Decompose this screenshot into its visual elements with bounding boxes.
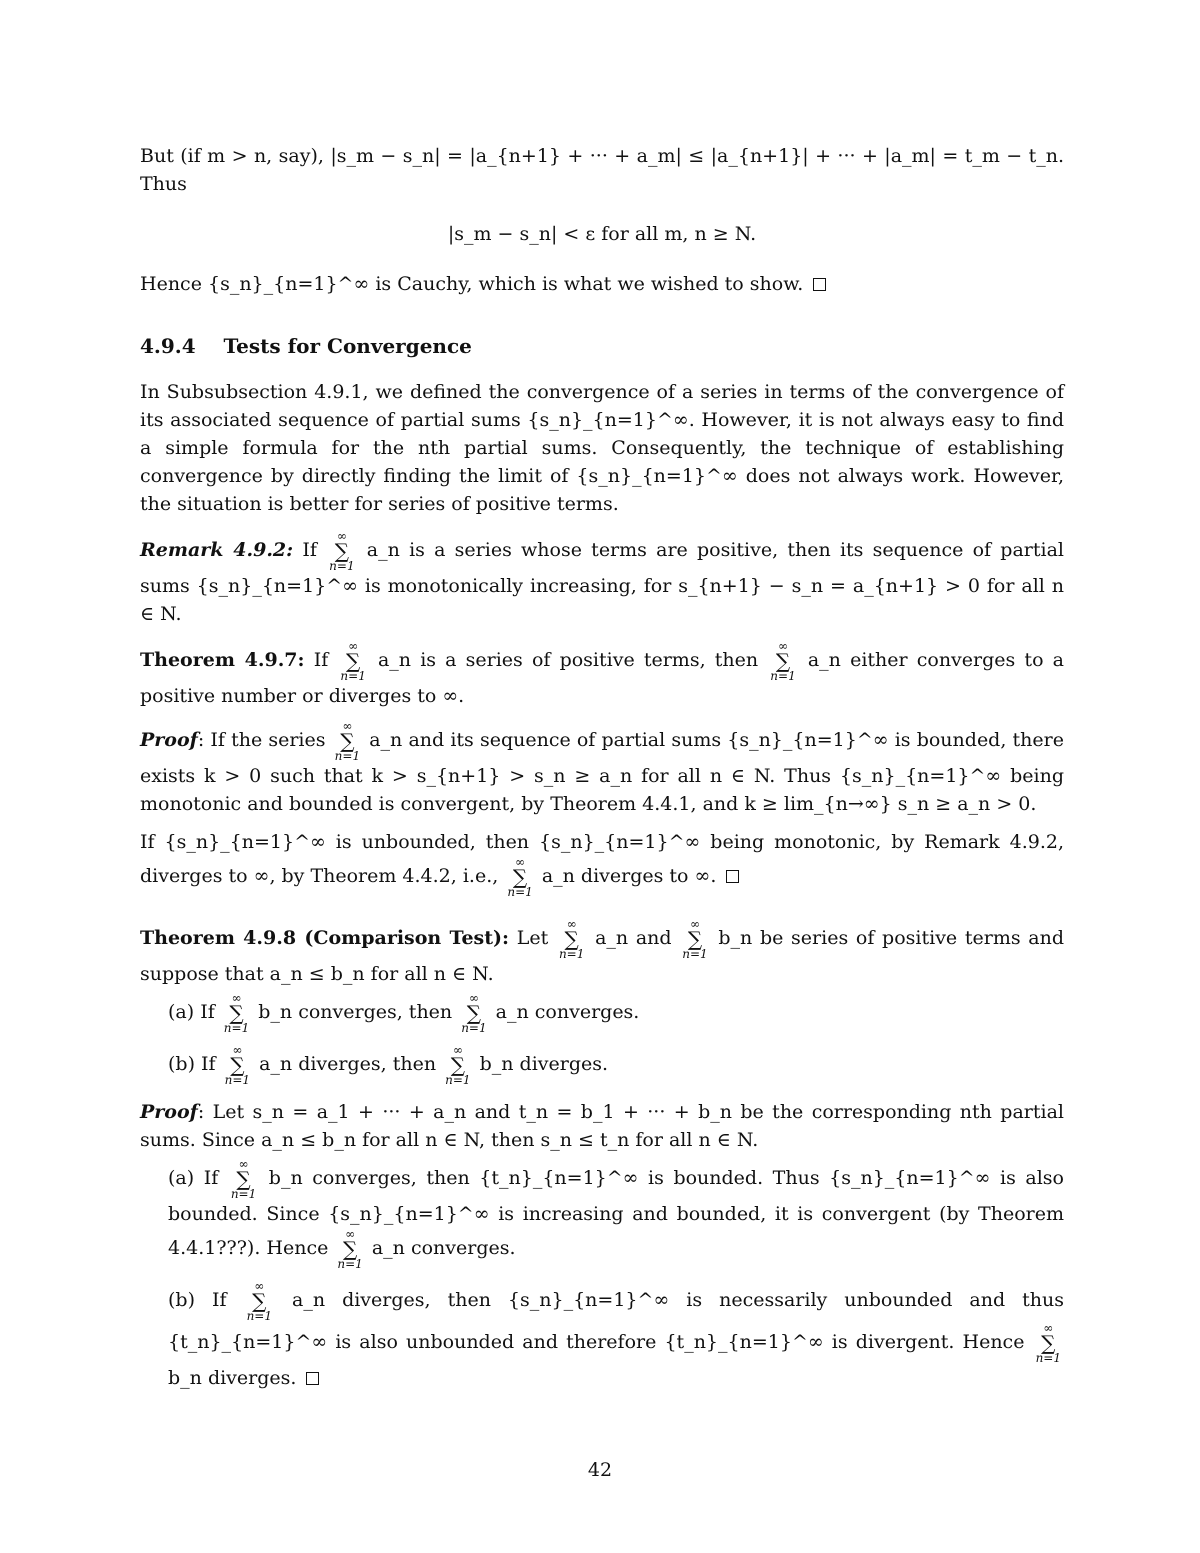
theorem-label: Theorem 4.9.8 (Comparison Test): bbox=[140, 927, 510, 949]
remark-paragraph: Remark 4.9.2: If ∞ ∑ n=1 a_n is a series whose terms are positive, then its sequence of partial sums {s_n}_{n=1}^∞ is monotonically increasing, for s_{n+1} − s_n = a_{n+1} > 0 for all n ∈ N. bbox=[140, 529, 1064, 625]
section-title: Tests for Convergence bbox=[223, 334, 472, 358]
sum-symbol: ∞ ∑ n=1 bbox=[223, 991, 250, 1035]
sum-symbol: ∞ ∑ n=1 bbox=[682, 917, 708, 961]
proof-label: Proof bbox=[140, 1101, 198, 1123]
sum-symbol: ∞ ∑ n=1 bbox=[507, 855, 533, 899]
section-number: 4.9.4 bbox=[140, 334, 196, 358]
proof-paragraph: Proof: Let s_n = a_1 + ··· + a_n and t_n = b_1 + ··· + b_n be the corresponding nth partial sums. Since a_n ≤ b_n for all n ∈ N, then s_n ≤ t_n for all n ∈ N. bbox=[140, 1101, 1064, 1151]
sum-symbol: ∞ ∑ n=1 bbox=[224, 1043, 251, 1087]
display-equation: |s_m − s_n| < ε for all m, n ≥ N. bbox=[447, 223, 757, 245]
theorem-paragraph: Theorem 4.9.8 (Comparison Test): Let ∞ ∑ n=1 a_n and ∞ ∑ n=1 b_n be series of positive terms and suppose that a_n ≤ b_n for all n ∈ N. bbox=[140, 917, 1065, 985]
page-body bbox=[140, 140, 1064, 1392]
sum-symbol: ∞ ∑ n=1 bbox=[1035, 1321, 1061, 1365]
sum-symbol: ∞ ∑ n=1 bbox=[329, 529, 355, 573]
sum-symbol: ∞ ∑ n=1 bbox=[337, 1227, 363, 1271]
text-line: Hence {s_n}_{n=1}^∞ is Cauchy, which is what we wished to show. bbox=[140, 270, 1064, 298]
sum-symbol: ∞ ∑ n=1 bbox=[340, 639, 366, 683]
proof-paragraph: If {s_n}_{n=1}^∞ is unbounded, then {s_n}_{n=1}^∞ being monotonic, by Remark 4.9.2, diverges to ∞, by Theorem 4.4.2, i.e., ∞ ∑ n=1 a_n diverges to ∞. bbox=[140, 831, 1064, 899]
text-line: But (if m > n, say), |s_m − s_n| = |a_{n+1} + ··· + a_m| ≤ |a_{n+1}| + ··· + |a_m| = t_m − t_n. Thus bbox=[140, 145, 1064, 195]
proof-case-a: (a) If ∞ ∑ n=1 b_n converges, then {t_n}_{n=1}^∞ is bounded. Thus {s_n}_{n=1}^∞ is also bounded. Since {s_n}_{n=1}^∞ is increasing and bounded, it is convergent (by Theorem 4.4.1???). Hence ∞ ∑ n=1 a_n converges. bbox=[168, 1157, 1064, 1271]
sum-symbol: ∞ ∑ n=1 bbox=[230, 1157, 257, 1201]
section-heading bbox=[140, 332, 1064, 360]
page-number: 42 bbox=[587, 1459, 613, 1481]
sum-symbol: ∞ ∑ n=1 bbox=[445, 1043, 471, 1087]
theorem-case-a: (a) If ∞ ∑ n=1 b_n converges, then ∞ ∑ n=1 a_n converges. bbox=[168, 991, 640, 1035]
sum-symbol: ∞ ∑ n=1 bbox=[770, 639, 796, 683]
qed-icon bbox=[726, 870, 739, 883]
theorem-label: Theorem 4.9.7: bbox=[140, 649, 305, 671]
qed-icon bbox=[306, 1372, 319, 1385]
sum-symbol: ∞ ∑ n=1 bbox=[334, 719, 361, 763]
sum-symbol: ∞ ∑ n=1 bbox=[558, 917, 585, 961]
qed-icon bbox=[813, 278, 826, 291]
sum-symbol: ∞ ∑ n=1 bbox=[246, 1279, 272, 1323]
remark-label: Remark 4.9.2: bbox=[140, 539, 294, 561]
intro-paragraph: In Subsubsection 4.9.1, we defined the convergence of a series in terms of the convergence of its associated sequence of partial sums {s_n}_{n=1}^∞. However, it is not always easy to find a simple formula for the nth partial sums. Consequently, the technique of establishing convergence by directly finding the limit of {s_n}_{n=1}^∞ does not always work. However, the situation is better for series of positive terms. bbox=[140, 381, 1064, 515]
proof-case-b: (b) If ∞ ∑ n=1 a_n diverges, then {s_n}_{n=1}^∞ is necessarily unbounded and thus {t_n}_{n=1}^∞ is also unbounded and therefore {t_n}_{n=1}^∞ is divergent. Hence ∞ ∑ n=1 b_n diverges. bbox=[168, 1279, 1064, 1389]
sum-symbol: ∞ ∑ n=1 bbox=[461, 991, 487, 1035]
theorem-paragraph: Theorem 4.9.7: If ∞ ∑ n=1 a_n is a series of positive terms, then ∞ ∑ n=1 a_n either converges to a positive number or diverges to ∞. bbox=[140, 639, 1064, 707]
proof-paragraph: Proof: If the series ∞ ∑ n=1 a_n and its sequence of partial sums {s_n}_{n=1}^∞ is bounded, there exists k > 0 such that k > s_{n+1} > s_n ≥ a_n for all n ∈ N. Thus {s_n}_{n=1}^∞ being monotonic and bounded is convergent, by Theorem 4.4.1, and k ≥ lim_{n→∞} s_n ≥ a_n > 0. bbox=[140, 719, 1064, 815]
proof-label: Proof bbox=[140, 729, 198, 751]
theorem-case-b: (b) If ∞ ∑ n=1 a_n diverges, then ∞ ∑ n=1 b_n diverges. bbox=[168, 1043, 609, 1087]
